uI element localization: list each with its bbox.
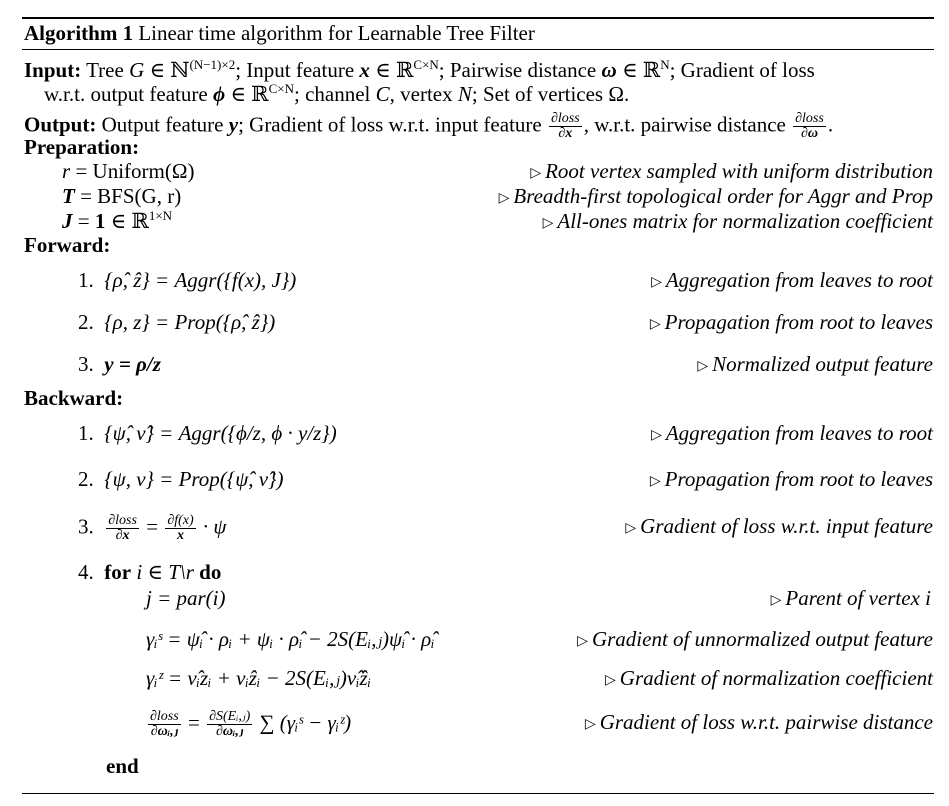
fraction	[793, 112, 826, 141]
fraction	[207, 710, 252, 739]
prep-order-comment	[499, 184, 933, 212]
backward-label: Backward:	[24, 386, 124, 410]
input-text: ; Pairwise distance	[438, 58, 602, 82]
fraction-numerator: ∂loss	[108, 513, 137, 528]
math-text: y = ρ/z	[104, 352, 161, 376]
output-text: .	[827, 112, 834, 137]
fraction-numerator: ∂loss	[550, 111, 580, 126]
math-sup: 1×N	[148, 208, 173, 223]
comment-text: Parent of vertex i	[785, 586, 931, 610]
step-number: 3.	[78, 352, 94, 376]
step-number: 3.	[78, 514, 94, 539]
output-text: ; Gradient of loss w.r.t. input feature	[238, 112, 547, 137]
backward-step-3-comment	[625, 514, 933, 542]
fraction	[165, 514, 195, 543]
fraction	[106, 514, 139, 543]
prep-ones-comment	[543, 209, 933, 237]
math-text: {ρ, z} = Prop({ρ̂, ẑ})	[104, 310, 276, 334]
comment-text: Gradient of normalization coefficient	[619, 666, 933, 690]
math-symbol: 1	[94, 209, 106, 233]
prep-order-line	[62, 184, 181, 208]
math-text: j = par(i)	[146, 586, 226, 610]
math-text: ∈ ℝ	[369, 58, 414, 82]
input-text: ; channel	[293, 82, 376, 106]
math-text: · ψ	[202, 514, 227, 539]
forward-step-2	[78, 310, 275, 334]
comment-text: All-ones matrix for normalization coefficient	[557, 209, 933, 233]
input-line-2	[44, 82, 629, 106]
fraction	[148, 710, 181, 739]
math-sup: C×N	[413, 57, 439, 72]
fraction-numerator: ∂loss	[795, 111, 824, 126]
algorithm-title-text: Linear time algorithm for Learnable Tree Filter	[138, 21, 535, 45]
math-sup: N	[660, 57, 670, 72]
math-symbol: ω	[601, 58, 617, 82]
backward-step-2-comment	[650, 467, 933, 495]
math-text: ∈ ℝ	[105, 209, 149, 233]
comment-text: Gradient of unnormalized output feature	[591, 627, 933, 651]
comment-text: Breadth-first topological order for Aggr and Prop	[513, 184, 933, 208]
step-number: 2.	[78, 467, 94, 491]
math-sup: C×N	[268, 81, 294, 96]
loop-line-gamma-s	[146, 627, 435, 651]
math-symbol: y	[228, 112, 239, 137]
loop-line-parent-comment	[771, 586, 931, 614]
title-rule	[22, 49, 934, 50]
fraction-denominator: ∂x	[115, 528, 130, 543]
loop-line-gamma-z-comment	[605, 666, 933, 694]
comment-text: Aggregation from leaves to root	[665, 421, 933, 445]
loop-line-omega-grad-comment	[585, 710, 933, 738]
triangle-icon: ▷	[498, 191, 510, 206]
math-symbol: x	[359, 58, 370, 82]
forward-step-1	[78, 268, 296, 292]
triangle-icon: ▷	[649, 317, 661, 332]
triangle-icon: ▷	[584, 717, 596, 732]
step-number: 1.	[78, 268, 94, 292]
math-text: ∈ ℝ	[616, 58, 661, 82]
fraction-numerator: ∂S(Eᵢ,ⱼ)	[209, 709, 251, 724]
math-text: i ∈ T\r	[136, 560, 194, 584]
math-symbol: r	[62, 159, 71, 183]
math-symbol: N	[457, 82, 472, 106]
math-text: ∈ ℕ	[144, 58, 190, 82]
math-text: ∈ ℝ	[225, 82, 269, 106]
fraction-denominator: ∂ωᵢ,ⱼ	[150, 724, 179, 739]
comment-text: Root vertex sampled with uniform distribution	[545, 159, 933, 183]
triangle-icon: ▷	[651, 428, 662, 443]
fraction-numerator: ∂f(x)	[167, 513, 194, 528]
backward-step-4	[78, 560, 221, 584]
loop-line-gamma-z	[146, 666, 371, 690]
triangle-icon: ▷	[577, 634, 588, 649]
step-number: 4.	[78, 560, 94, 584]
keyword-for: for	[104, 560, 132, 584]
algorithm-label: Algorithm 1	[24, 21, 134, 45]
output-line	[24, 112, 833, 141]
math-symbol: J	[62, 209, 73, 233]
fraction-denominator: ∂ω	[800, 126, 818, 141]
triangle-icon: ▷	[651, 275, 662, 290]
step-number: 1.	[78, 421, 94, 445]
math-sup: (N−1)×2	[189, 57, 236, 72]
input-label: Input:	[24, 58, 82, 82]
math-text: =	[187, 710, 200, 735]
prep-root-comment	[530, 159, 933, 187]
preparation-label: Preparation:	[24, 135, 140, 159]
prep-ones-line	[62, 209, 172, 233]
math-text: =	[72, 209, 95, 233]
forward-step-2-comment	[650, 310, 933, 338]
triangle-icon: ▷	[530, 166, 542, 181]
comment-text: Propagation from root to leaves	[664, 310, 933, 334]
forward-step-3	[78, 352, 161, 376]
input-line-1	[24, 58, 815, 82]
math-text: =	[146, 514, 159, 539]
comment-text: Gradient of loss w.r.t. pairwise distance	[599, 710, 933, 734]
step-number: 2.	[78, 310, 94, 334]
comment-text: Normalized output feature	[712, 352, 933, 376]
loop-line-parent	[146, 586, 226, 610]
loop-line-gamma-s-comment	[577, 627, 933, 655]
fraction-numerator: ∂loss	[150, 709, 179, 724]
math-text: {ψ̂, ν̂} = Aggr({ϕ/z, ϕ · y/z})	[104, 421, 337, 445]
math-text: = Uniform(Ω)	[70, 159, 195, 183]
backward-step-1	[78, 421, 337, 445]
math-symbol: ϕ	[212, 82, 226, 106]
input-text: Tree	[86, 58, 130, 82]
math-text: = BFS(G, r)	[74, 184, 182, 208]
forward-step-1-comment	[651, 268, 933, 296]
input-text: ; Gradient of loss	[669, 58, 815, 82]
fraction-denominator: ∂x	[558, 126, 573, 141]
math-text: {ρ̂, ẑ} = Aggr({f(x), J})	[104, 268, 297, 292]
fraction	[549, 112, 582, 141]
bottom-rule	[22, 793, 934, 794]
loop-end: end	[106, 754, 139, 778]
triangle-icon: ▷	[770, 593, 782, 608]
input-text: , vertex	[389, 82, 458, 106]
forward-step-3-comment	[697, 352, 933, 380]
algorithm-title	[24, 21, 535, 45]
forward-label: Forward:	[24, 233, 111, 257]
triangle-icon: ▷	[697, 359, 709, 374]
comment-text: Aggregation from leaves to root	[665, 268, 933, 292]
output-label: Output:	[24, 112, 97, 137]
loop-line-omega-grad	[146, 710, 351, 739]
comment-text: Gradient of loss w.r.t. input feature	[640, 514, 933, 538]
prep-root-line	[62, 159, 194, 183]
triangle-icon: ▷	[542, 216, 554, 231]
math-symbol: T	[62, 184, 75, 208]
input-text: w.r.t. output feature	[44, 82, 213, 106]
output-text: Output feature	[101, 112, 229, 137]
input-text: ; Input feature	[235, 58, 360, 82]
math-symbol: C	[375, 82, 390, 106]
math-text: γᵢˢ = ψ̂ᵢ · ρᵢ + ψᵢ · ρ̂ᵢ − 2S(Eᵢ,ⱼ)ψ̂ᵢ · ρ̂ᵢ	[146, 627, 435, 651]
backward-step-1-comment	[651, 421, 933, 449]
math-text: ∑ (γᵢˢ − γᵢᶻ)	[259, 710, 352, 735]
input-text: ; Set of vertices Ω.	[471, 82, 630, 106]
backward-step-3	[78, 514, 226, 543]
math-text: γᵢᶻ = ν̂ᵢzᵢ + νᵢẑᵢ − 2S(Eᵢ,ⱼ)ν̂ᵢẑᵢ	[146, 666, 372, 690]
fraction-denominator: ∂ωᵢ,ⱼ	[216, 724, 244, 739]
output-text: , w.r.t. pairwise distance	[583, 112, 792, 137]
triangle-icon: ▷	[605, 673, 616, 688]
keyword-do: do	[199, 560, 222, 584]
backward-step-2	[78, 467, 283, 491]
top-rule	[22, 17, 934, 19]
fraction-denominator: x	[176, 528, 184, 543]
math-text: {ψ, ν} = Prop({ψ̂, ν̂})	[104, 467, 284, 491]
triangle-icon: ▷	[625, 521, 637, 536]
comment-text: Propagation from root to leaves	[664, 467, 933, 491]
triangle-icon: ▷	[649, 474, 661, 489]
math-symbol: G	[129, 58, 145, 82]
